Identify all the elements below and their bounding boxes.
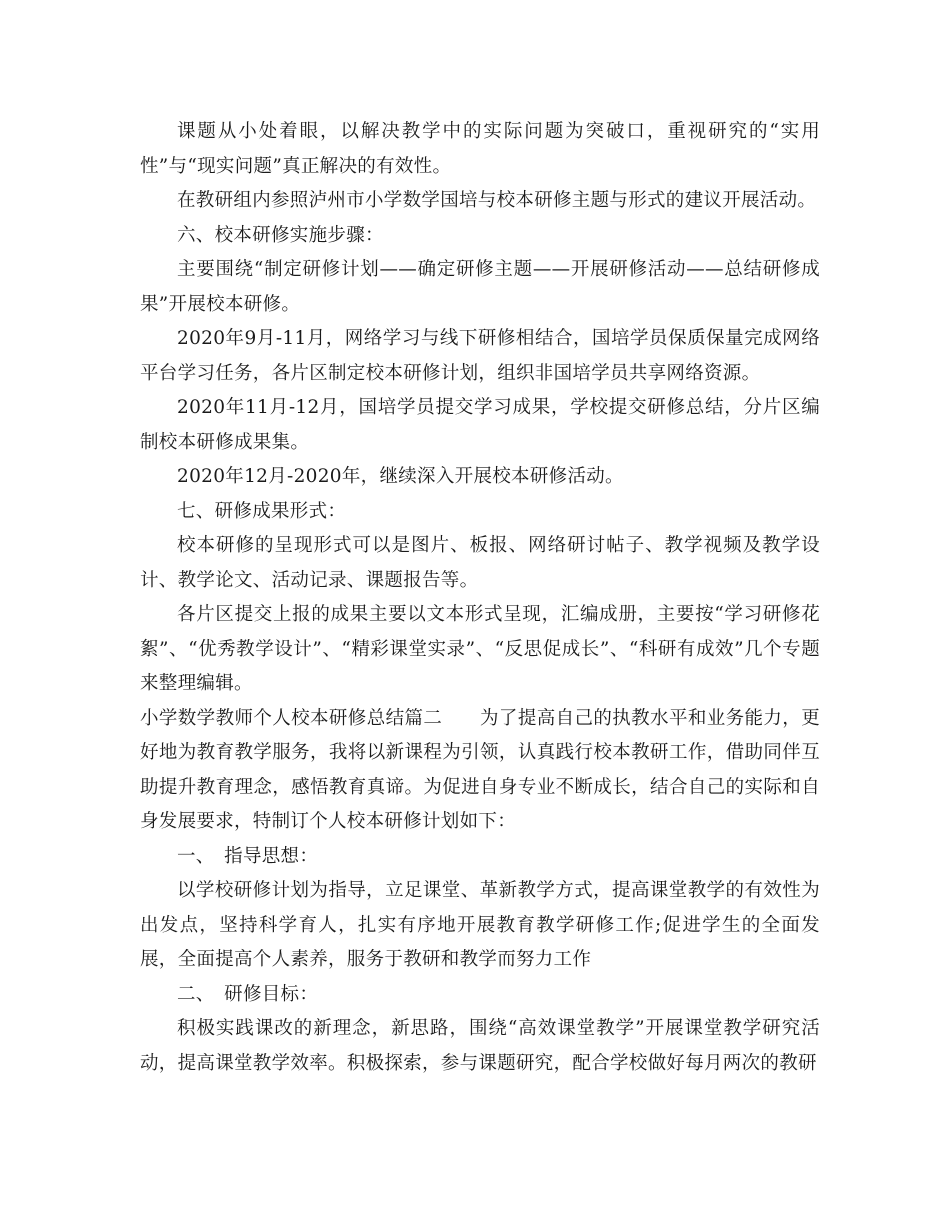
paragraph-8: 各片区提交上报的成果主要以文本形式呈现，汇编成册，主要按“学习研修花絮”、“优秀教学设计”、“精彩课堂实录”、“反思促成长”、“科研有成效”几个专题来整理编辑。 xyxy=(140,604,820,694)
paragraph-7: 校本研修的呈现形式可以是图片、板报、网络研讨帖子、教学视频及教学设计、教学论文、活动记录、课题报告等。 xyxy=(140,535,820,591)
paragraph-1: 课题从小处着眼，以解决教学中的实际问题为突破口，重视研究的“实用性”与“现实问题”真正解决的有效性。 xyxy=(140,121,820,177)
section-heading-1: 一、 指导思想： xyxy=(177,845,319,867)
section-heading-2: 二、 研修目标： xyxy=(177,983,319,1005)
document-body xyxy=(140,115,820,1081)
paragraph-4: 2020年9月-11月，网络学习与线下研修相结合，国培学员保质保量完成网络平台学习任务，各片区制定校本研修计划，组织非国培学员共享网络资源。 xyxy=(140,328,820,384)
paragraph-2: 在教研组内参照泸州市小学数学国培与校本研修主题与形式的建议开展活动。 xyxy=(177,190,817,211)
paragraph-article-two-intro: 小学数学教师个人校本研修总结篇二 为了提高自己的执教水平和业务能力，更好地为教育教学服务，我将以新课程为引领，认真践行校本教研工作，借助同伴互助提升教育理念，感悟教育真谛。为促进自身专业不断成长，结合自己的实际和自身发展要求，特制订个人校本研修计划如下： xyxy=(140,707,820,832)
paragraph-9: 以学校研修计划为指导，立足课堂、革新教学方式，提高课堂教学的有效性为出发点，坚持科学育人，扎实有序地开展教育教学研修工作;促进学生的全面发展，全面提高个人素养，服务于教研和教学而努力工作 xyxy=(140,880,820,970)
paragraph-5: 2020年11月-12月，国培学员提交学习成果，学校提交研修总结，分片区编制校本研修成果集。 xyxy=(140,397,820,453)
paragraph-10: 积极实践课改的新理念，新思路，围绕“高效课堂教学”开展课堂教学研究活动，提高课堂教学效率。积极探索，参与课题研究，配合学校做好每月两次的教研 xyxy=(140,1018,820,1074)
section-heading-7: 七、研修成果形式： xyxy=(177,500,347,522)
paragraph-6: 2020年12月-2020年，继续深入开展校本研修活动。 xyxy=(177,466,624,487)
section-heading-6: 六、校本研修实施步骤： xyxy=(177,224,384,246)
paragraph-3: 主要围绕“制定研修计划——确定研修主题——开展研修活动——总结研修成果”开展校本研修。 xyxy=(140,259,820,315)
